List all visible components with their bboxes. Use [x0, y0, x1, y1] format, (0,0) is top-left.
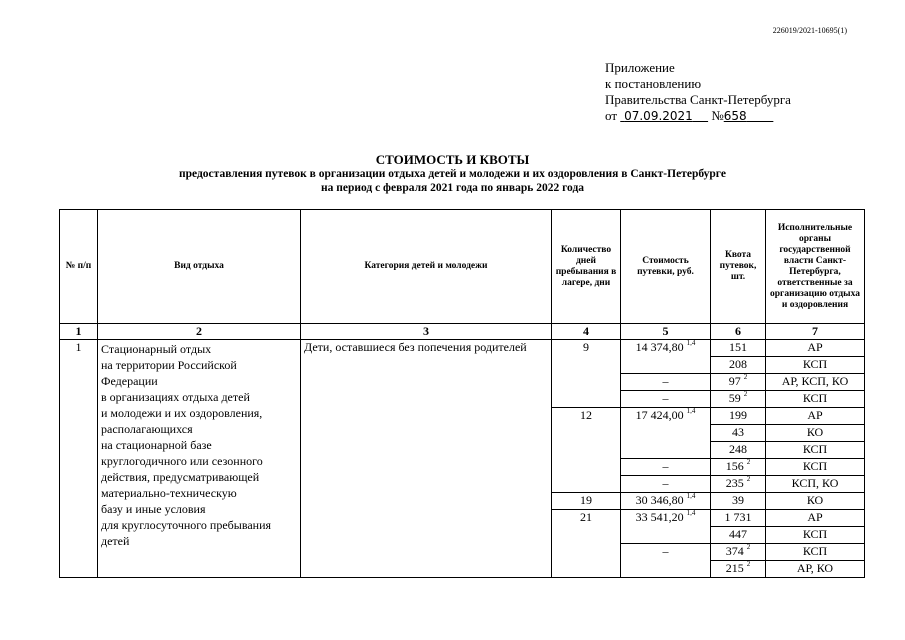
from-label: от	[605, 108, 618, 123]
rest-kind-cell	[98, 340, 301, 578]
cost-dash: –	[621, 476, 711, 493]
organ-cell: АР	[766, 510, 865, 527]
kind-line: действия, предусматривающей	[101, 470, 260, 484]
header-row	[60, 210, 865, 324]
days-cell: 21	[552, 510, 621, 578]
col-number: 7	[766, 324, 865, 340]
kind-line: базу и иные условия	[101, 502, 206, 516]
document-subtitle	[0, 167, 905, 195]
appendix-line-1: Приложение	[605, 60, 675, 75]
quota-cell: 39	[711, 493, 766, 510]
kind-line: располагающихся	[101, 422, 193, 436]
cost-cell: 33 541,20 $^{1,4}$	[621, 510, 711, 544]
header-quota: Квота путевок, шт.	[711, 210, 766, 324]
days-cell: 12	[552, 408, 621, 493]
cost-cell: 17 424,00 $^{1,4}$	[621, 408, 711, 459]
organ-cell: КСП	[766, 459, 865, 476]
decree-date: 07.09.2021	[624, 109, 693, 123]
col-number: 4	[552, 324, 621, 340]
category-cell: Дети, оставшиеся без попечения родителей	[301, 340, 552, 578]
organ-cell: АР, КСП, КО	[766, 374, 865, 391]
quota-cell: 59 $^2$	[711, 391, 766, 408]
header-cost: Стоимость путевки, руб.	[621, 210, 711, 324]
cost-cell: 30 346,80 $^{1,4}$	[621, 493, 711, 510]
quota-cell: 248	[711, 442, 766, 459]
document-title: СТОИМОСТЬ И КВОТЫ	[375, 152, 530, 167]
number-label: №	[711, 108, 724, 123]
col-number: 1	[60, 324, 98, 340]
appendix-block	[605, 60, 791, 124]
organ-cell: АР, КО	[766, 561, 865, 578]
kind-line: для круглосуточного пребывания	[101, 518, 272, 532]
kind-line: на стационарной базе	[101, 438, 212, 452]
header-kind: Вид отдыха	[98, 210, 301, 324]
organ-cell: КСП	[766, 544, 865, 561]
organ-cell: КСП	[766, 357, 865, 374]
organ-cell: КО	[766, 493, 865, 510]
header-category: Категория детей и молодежи	[301, 210, 552, 324]
col-number: 5	[621, 324, 711, 340]
quota-cell: 199	[711, 408, 766, 425]
header-days: Количество дней пребывания в лагере, дни	[552, 210, 621, 324]
quota-cell: 151	[711, 340, 766, 357]
days-cell: 9	[552, 340, 621, 408]
table-body	[60, 340, 865, 578]
quota-cell: 97 $^2$	[711, 374, 766, 391]
appendix-line-3: Правительства Санкт-Петербурга	[605, 92, 791, 107]
kind-line: материально-техническую	[101, 486, 237, 500]
kind-line: детей	[101, 534, 130, 548]
appendix-date-line	[605, 108, 791, 124]
quota-cell: 43	[711, 425, 766, 442]
col-number: 6	[711, 324, 766, 340]
document-id: 226019/2021-10695(1)	[772, 26, 847, 35]
quota-cell: 208	[711, 357, 766, 374]
appendix-line-2: к постановлению	[605, 76, 702, 91]
column-number-row	[60, 324, 865, 340]
cost-quota-table	[59, 209, 865, 578]
col-number: 3	[301, 324, 552, 340]
row-number: 1	[60, 340, 98, 578]
organ-cell: АР	[766, 408, 865, 425]
kind-line: и молодежи и их оздоровления,	[101, 406, 263, 420]
table-row	[60, 340, 865, 357]
quota-cell: 235 $^2$	[711, 476, 766, 493]
decree-number: 658	[723, 109, 747, 123]
days-cell: 19	[552, 493, 621, 510]
header-organs: Исполнительные органы государственной власти Санкт-Петербурга, ответственные за организацию отдыха и оздоровления	[766, 210, 865, 324]
cost-dash: –	[621, 374, 711, 391]
organ-cell: КО	[766, 425, 865, 442]
quota-cell: 447	[711, 527, 766, 544]
quota-cell: 374 $^2$	[711, 544, 766, 561]
cost-dash: –	[621, 391, 711, 408]
cost-dash: –	[621, 544, 711, 578]
subtitle-line-1: предоставления путевок в организации отдыха детей и молодежи и их оздоровления в Санкт-Петербурге	[179, 168, 726, 180]
organ-cell: АР	[766, 340, 865, 357]
organ-cell: КСП, КО	[766, 476, 865, 493]
quota-cell: 1 731	[711, 510, 766, 527]
cost-cell: 14 374,80 $^{1,4}$	[621, 340, 711, 374]
kind-line: Федерации	[101, 374, 158, 388]
quota-cell: 215 $^2$	[711, 561, 766, 578]
kind-line: круглогодичного или сезонного	[101, 454, 263, 468]
kind-line: в организациях отдыха детей	[101, 390, 250, 404]
kind-line: на территории Российской	[101, 358, 237, 372]
organ-cell: КСП	[766, 527, 865, 544]
cost-dash: –	[621, 459, 711, 476]
quota-cell: 156 $^2$	[711, 459, 766, 476]
organ-cell: КСП	[766, 442, 865, 459]
header-num: № п/п	[60, 210, 98, 324]
col-number: 2	[98, 324, 301, 340]
kind-line: Стационарный отдых	[101, 342, 212, 356]
organ-cell: КСП	[766, 391, 865, 408]
subtitle-line-2: на период с февраля 2021 года по январь 2022 года	[320, 182, 585, 194]
